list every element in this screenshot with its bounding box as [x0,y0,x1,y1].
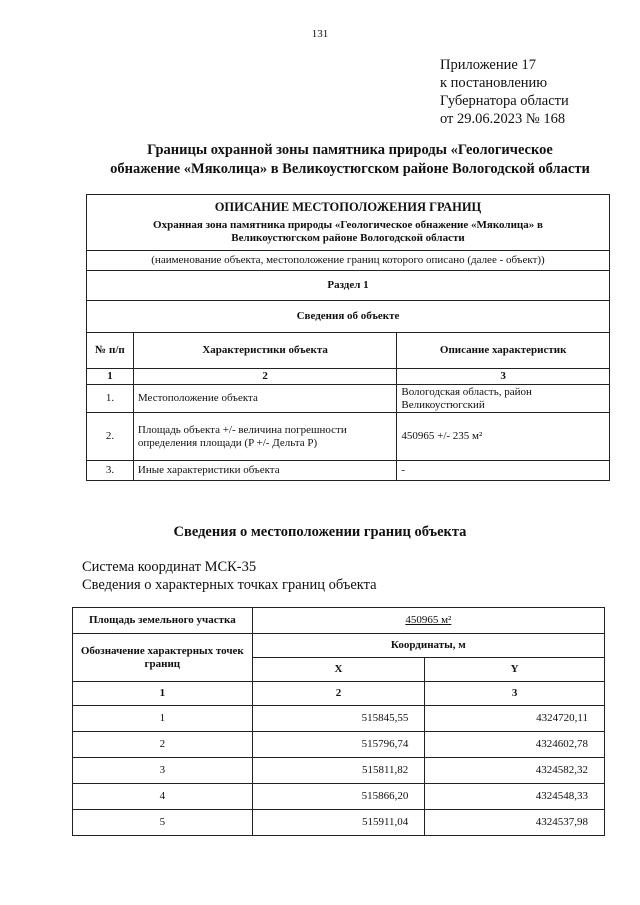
area-value-cell [252,608,604,634]
column-number: 2 [133,369,396,385]
column-number: 3 [425,682,605,706]
annex-block [440,56,569,128]
annex-line: Приложение 17 [440,57,536,73]
row-characteristic: Местоположение объекта [133,385,396,413]
column-number: 1 [73,682,253,706]
point-x: 515845,55 [252,706,425,732]
annex-line: Губернатора области [440,93,569,109]
row-value: - [397,461,610,481]
table-row [73,732,605,758]
column-number: 2 [252,682,425,706]
point-x: 515796,74 [252,732,425,758]
object-name: Охранная зона памятника природы «Геологическое обнажение «Мяколица» в Великоустюгском районе Вологодской области [153,218,543,244]
annex-line: от 29.06.2023 № 168 [440,111,566,127]
section-label: Раздел 1 [87,271,610,301]
point-x: 515911,04 [252,810,425,836]
description-header: ОПИСАНИЕ МЕСТОПОЛОЖЕНИЯ ГРАНИЦ [214,199,482,214]
point-id: 2 [73,732,253,758]
point-id: 5 [73,810,253,836]
table-row [73,784,605,810]
document-title [70,141,630,179]
x-column-header: X [252,658,425,682]
table-row [73,706,605,732]
point-y: 4324537,98 [425,810,605,836]
point-column-header: Обозначение характерных точек границ [73,634,253,682]
row-value: 450965 +/- 235 м² [397,413,610,461]
row-characteristic: Площадь объекта +/- величина погрешности определения площади (P +/- Дельта P) [133,413,396,461]
table-row [87,413,610,461]
row-num: 1. [87,385,134,413]
row-characteristic: Иные характеристики объекта [133,461,396,481]
column-header-characteristic: Характеристики объекта [133,333,396,369]
section-title: Сведения об объекте [87,301,610,333]
table-row [73,810,605,836]
column-number: 1 [87,369,134,385]
row-num: 2. [87,413,134,461]
coordinate-system: Система координат МСК-35 [82,559,257,575]
object-caption: (наименование объекта, местоположение границ которого описано (далее - объект)) [87,251,610,271]
boundary-points-table [72,607,605,836]
point-y: 4324602,78 [425,732,605,758]
coordinates-header: Координаты, м [252,634,604,658]
table-row [73,758,605,784]
table-row [87,461,610,481]
area-label: Площадь земельного участка [73,608,253,634]
column-header-value: Описание характеристик [397,333,610,369]
table-row [87,385,610,413]
description-header-cell [87,195,610,251]
location-section-title: Сведения о местоположении границ объекта [173,524,467,540]
annex-line: к постановлению [440,75,548,91]
point-id: 1 [73,706,253,732]
point-id: 4 [73,784,253,810]
point-y: 4324720,11 [425,706,605,732]
y-column-header: Y [425,658,605,682]
title-line: обнажение «Мяколица» в Великоустюгском районе Вологодской области [110,161,590,177]
area-value: 450965 м² [405,614,452,626]
row-num: 3. [87,461,134,481]
point-id: 3 [73,758,253,784]
point-y: 4324582,32 [425,758,605,784]
row-value: Вологодская область, район Великоустюгский [397,385,610,413]
point-x: 515811,82 [252,758,425,784]
page-number: 131 [311,28,329,40]
column-number: 3 [397,369,610,385]
point-y: 4324548,33 [425,784,605,810]
column-header-num: № п/п [87,333,134,369]
point-x: 515866,20 [252,784,425,810]
boundary-description-table [86,194,610,481]
points-caption: Сведения о характерных точках границ объекта [82,577,377,593]
title-line: Границы охранной зоны памятника природы «Геологическое [147,142,553,158]
